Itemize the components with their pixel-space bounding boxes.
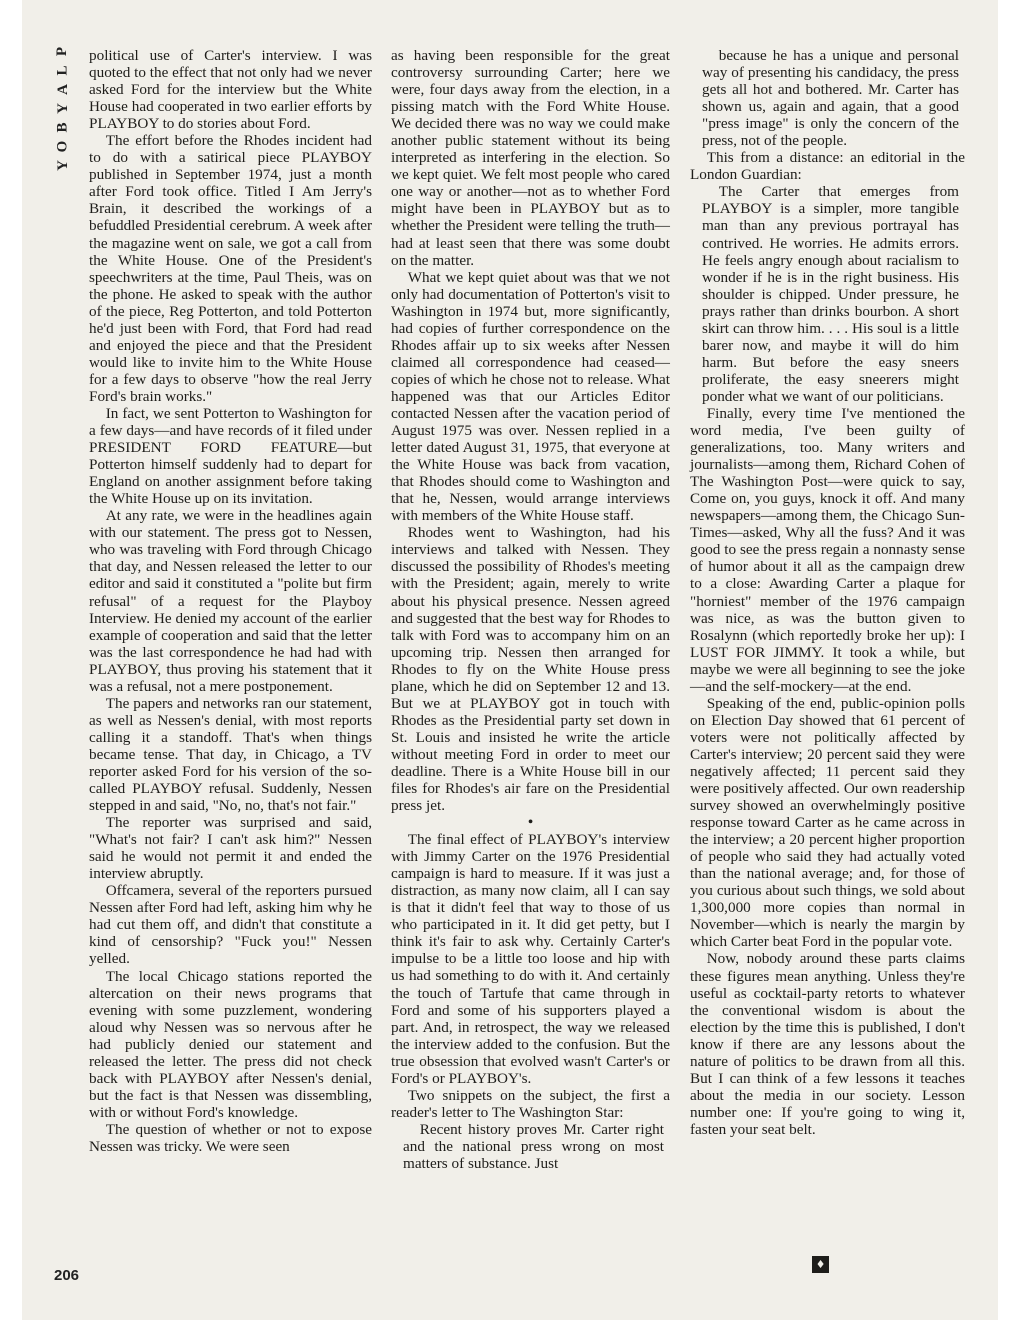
logo-letter: B — [54, 122, 71, 133]
quoted-editorial: The Carter that emerges from PLAYBOY is a simpler, more tangible man than any previous portrayal has contrived. He worries. He admits errors. He feels angry enough about racialism to wonder if he is in the right business. His shoulder is chipped. Under pressure, he prays rather than drinks bourbon. A short skirt can throw him. . . . His soul is a little barer now, and maybe it will do him harm. But before the easy sneers proliferate, the easy sneerers might ponder what we want of our politicians. — [702, 183, 959, 405]
paragraph: The question of whether or not to expose Nessen was tricky. We were seen — [89, 1120, 372, 1155]
magazine-name-vertical — [52, 44, 74, 177]
paragraph: What we kept quiet about was that we not only had documentation of Potterton's visit to Washington in 1974 but, more significantly, had copies of further correspondence on the Rhodes affair up to six weeks after Nessen claimed all correspondence had ceased—copies of which he chose not to release. What happened was that our Articles Editor contacted Nessen after the vacation period of August 1975 was over. Nessen replied in a letter dated August 31, 1975, that everyone at the White House was back from vacation, that Rhodes should come to Washington and that he, Nessen, would arrange interviews with members of the White House staff. — [391, 268, 670, 525]
logo-letter: A — [54, 84, 71, 95]
paragraph: The reporter was surprised and said, "What's not fair? I can't ask him?" Nessen said he would not permit it and ended the interview abruptly. — [89, 814, 372, 883]
paragraph: Now, nobody around these parts claims these figures mean anything. Unless they're useful as cocktail-party retorts to whatever the conventional wisdom is about the election by the time this is published, I don't know if there are any lessons about the nature of politics to be drawn from all this. But I can think of a few lessons it teaches about the media in our society. Lesson number one: If you're going to wing it, fasten your seat belt. — [690, 950, 965, 1138]
logo-letter: Y — [54, 160, 71, 171]
paragraph: The final effect of PLAYBOY's interview with Jimmy Carter on the 1976 Presidential campaign is hard to measure. If it was just a distraction, as many now claim, all I can say is that it didn't feel that way to those of us who participated in it. It did get petty, but I think it's fair to ask why. Certainly Carter's impulse to be a little too loose and hip with us had something to do with it. And certainly the touch of Tartufe that came through in Ford and some of his supporters played a part. And, in retrospect, the way we released the interview added to the confusion. But the true obsession that evolved wasn't Carter's or Ford's or PLAYBOY's. — [391, 831, 670, 1087]
text-column-1 — [89, 47, 372, 1155]
paragraph: political use of Carter's interview. I was quoted to the effect that not only had we never asked Ford for the interview but the White House had cooperated in two earlier efforts by PLAYBOY to do stories about Ford. — [89, 47, 372, 133]
text-column-2 — [391, 47, 670, 1172]
paragraph: as having been responsible for the great controversy surrounding Carter; here we were, four days away from the election, in a pissing match with the Ford White House. We decided there was no way we could make another public statement without its being interpreted as interfering in the election. So we kept quiet. We felt most people who cared one way or another—not as to whether Ford might have been in PLAYBOY but as to whether the President were telling the truth—had at least seen that there was some doubt on the matter. — [391, 47, 670, 269]
quoted-letter: Recent history proves Mr. Carter right and the national press wrong on most matters of substance. Just — [403, 1120, 664, 1172]
paragraph: This from a distance: an editorial in the London Guardian: — [690, 149, 965, 184]
paragraph: The local Chicago stations reported the altercation on their news programs that evening with some puzzlement, wondering aloud why Nessen was so nervous after he had publicly denied our statement and released the letter. The press did not check back with PLAYBOY after Nessen's denial, but the fact is that Nessen was dissembling, with or without Ford's knowledge. — [89, 967, 372, 1121]
paragraph: Speaking of the end, public-opinion polls on Election Day showed that 61 percent of voters were not politically affected by Carter's interview; 20 percent said they were negatively affected; 11 percent said they were positively affected. Our own readership survey showed an overwhelmingly positive response toward Carter as he came across in the interview; a 20 percent higher proportion of people who said they had actually voted than the national average; and, for those of you curious about such things, we sold about 1,300,000 more copies than normal in November—which is nearly the margin by which Carter beat Ford in the popular vote. — [690, 694, 965, 951]
paragraph: Finally, every time I've mentioned the word media, I've been guilty of generalizations, too. Many writers and journalists—among them, Richard Cohen of The Washington Post—were quick to say, Come on, you guys, knock it off. And many newspapers—among them, the Chicago Sun-Times—asked, Why all the fuss? And it was good to see the press regain a nonnasty sense of humor about it all as the campaign drew to a close: Awarding Carter a plaque for "horniest" member of the 1976 campaign was nice, as was the button given to Rosalynn (which reportedly broke her up): I LUST FOR JIMMY. It took a while, but maybe we were all beginning to see the joke—and the self-mockery—at the end. — [690, 404, 965, 695]
magazine-page — [22, 0, 998, 1320]
paragraph: Offcamera, several of the reporters pursued Nessen after Ford had left, asking him why he had cut them off, and didn't that constitute a kind of censorship? "Fuck you!" Nessen yelled. — [89, 882, 372, 968]
paragraph: In fact, we sent Potterton to Washington for a few days—and have records of it filed under PRESIDENT FORD FEATURE—but Potterton himself suddenly had to depart for England on another assignment before taking the White House up on its invitation. — [89, 404, 372, 508]
paragraph: Rhodes went to Washington, had his interviews and talked with Nessen. They discussed the possibility of Rhodes's meeting with the President; again, merely to write about his physical presence. Nessen agreed and suggested that the best way for Rhodes to talk with Ford was to accompany him on an upcoming trip. Nessen then arranged for Rhodes to fly on the White House press plane, which he did on September 12 and 13. But we at PLAYBOY got in touch with Rhodes as the Presidential party set down in St. Louis and insisted he write the article without meeting Ford in order to meet our deadline. There is a White House bill in our files for Rhodes's air fare on the Presidential press jet. — [391, 524, 670, 815]
logo-letter: L — [54, 65, 71, 76]
paragraph: Two snippets on the subject, the first a reader's letter to The Washington Star: — [391, 1086, 670, 1121]
section-break-bullet: • — [527, 814, 534, 832]
paragraph: The effort before the Rhodes incident had to do with a satirical piece PLAYBOY published in September 1974, just a month after Ford took office. Titled I Am Jerry's Brain, it described the workings of a befuddled Presidential cerebrum. A week after the magazine went on sale, we got a call from the White House. One of the President's speechwriters at the time, Paul Theis, was on the phone. He asked to speak with the author of the piece, Reg Potterton, and told Potterton he'd just been with Ford, that Ford had read and enjoyed the piece and that the President would like to invite him to the White House for a few days to observe "how the real Jerry Ford's brain works." — [89, 132, 372, 405]
logo-letter: P — [54, 46, 71, 57]
page-number: 206 — [54, 1267, 80, 1284]
logo-letter: Y — [54, 103, 71, 114]
logo-letter: O — [54, 140, 71, 153]
playboy-rabbit-head-icon: ♦ — [812, 1256, 829, 1273]
text-column-3 — [690, 47, 965, 1138]
paragraph: The papers and networks ran our statement, as well as Nessen's denial, with most reports calling it a standoff. That's when things became tense. That day, in Chicago, a TV reporter asked Ford for his version of the so-called PLAYBOY refusal. Suddenly, Nessen stepped in and said, "No, no, that's not fair." — [89, 694, 372, 815]
quoted-letter-continued: because he has a unique and personal way of presenting his candidacy, the press gets all hot and bothered. Mr. Carter has shown us, again and again, that a good "press image" is only the concern of the press, not of the people. — [702, 47, 959, 150]
paragraph: At any rate, we were in the headlines again with our statement. The press got to Nessen, who was traveling with Ford through Chicago that day, and Nessen released the letter to our editor and said it constituted a "polite but firm refusal" of a request for the Playboy Interview. He denied my account of the earlier example of cooperation and said that the letter was the last correspondence he had had with PLAYBOY, thus proving his statement that it was a refusal, not a mere postponement. — [89, 507, 372, 695]
